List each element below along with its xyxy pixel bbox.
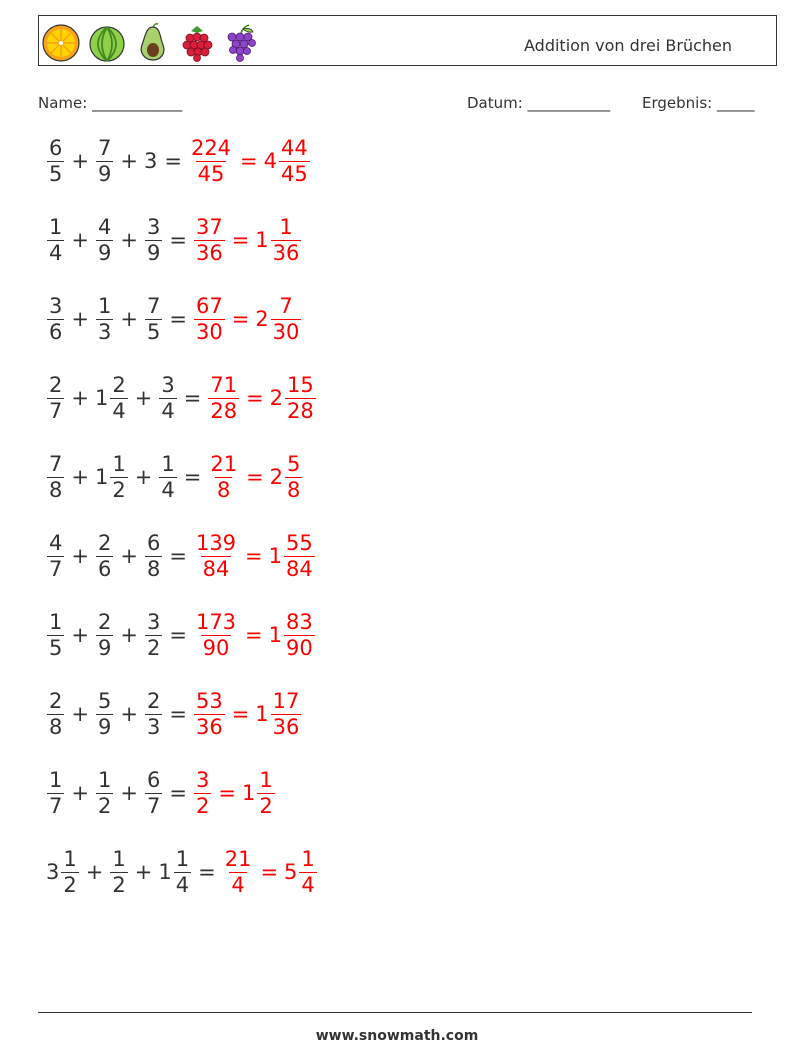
mixed-number [269, 531, 316, 580]
fraction [96, 294, 113, 343]
plus-sign: + [120, 623, 138, 647]
whole-number: 1 [241, 781, 256, 805]
problem-row [46, 287, 302, 351]
mixed-number [242, 768, 276, 817]
fraction [145, 294, 162, 343]
improper-fraction [194, 689, 225, 738]
addend [144, 149, 158, 173]
improper-fraction [189, 136, 233, 185]
answer [207, 452, 303, 501]
fraction [47, 689, 64, 738]
numerator: 1 [175, 847, 190, 872]
orange-icon [41, 23, 81, 63]
whole-number: 1 [255, 702, 269, 726]
denominator: 36 [272, 240, 300, 265]
fraction [47, 373, 64, 422]
denominator: 2 [195, 793, 210, 818]
denominator: 9 [146, 240, 161, 265]
denominator: 4 [301, 872, 315, 897]
problem-row [46, 840, 318, 904]
improper-fraction [194, 215, 225, 264]
addend [95, 689, 114, 738]
whole-number: 2 [269, 386, 284, 410]
improper-fraction [208, 452, 239, 501]
fraction [271, 294, 302, 343]
result-field: Ergebnis: _____ [642, 94, 755, 112]
addend [46, 294, 65, 343]
equals-sign: = [183, 465, 202, 489]
numerator: 53 [195, 689, 223, 714]
plus-sign: + [71, 465, 89, 489]
equals-sign: = [246, 465, 264, 489]
numerator: 21 [210, 452, 238, 477]
melon-icon [87, 23, 127, 63]
plus-sign: + [120, 781, 138, 805]
denominator: 30 [272, 319, 300, 344]
improper-fraction [194, 768, 211, 817]
improper-fraction [194, 294, 225, 343]
numerator: 3 [49, 294, 63, 319]
fraction [271, 215, 302, 264]
numerator: 4 [49, 531, 63, 556]
mixed-number [270, 373, 317, 422]
denominator: 8 [49, 714, 63, 739]
denominator: 2 [146, 635, 161, 660]
addend [95, 136, 114, 185]
fraction [284, 531, 315, 580]
numerator: 7 [97, 136, 112, 161]
denominator: 2 [112, 872, 126, 897]
numerator: 1 [49, 610, 63, 635]
footer-divider [38, 1012, 752, 1013]
plus-sign: + [71, 623, 89, 647]
numerator: 7 [49, 452, 63, 477]
whole-number: 1 [255, 228, 269, 252]
addend [95, 294, 114, 343]
fraction [47, 294, 64, 343]
equals-sign: = [260, 860, 279, 884]
answer [188, 136, 311, 185]
whole-number: 4 [263, 149, 278, 173]
denominator: 9 [97, 240, 112, 265]
addend [158, 452, 177, 501]
numerator: 21 [224, 847, 252, 872]
plus-sign: + [71, 149, 89, 173]
addend [46, 689, 65, 738]
improper-fraction [194, 531, 238, 580]
fraction [257, 768, 274, 817]
numerator: 1 [112, 847, 126, 872]
numerator: 1 [279, 215, 293, 240]
numerator: 2 [146, 689, 161, 714]
plus-sign: + [71, 781, 89, 805]
numerator: 1 [301, 847, 315, 872]
numerator: 83 [286, 610, 313, 635]
numerator: 55 [286, 531, 313, 556]
footer-url: www.snowmath.com [315, 1028, 479, 1044]
plus-sign: + [134, 860, 153, 884]
numerator: 2 [97, 610, 112, 635]
numerator: 3 [146, 215, 161, 240]
fraction [96, 689, 113, 738]
equals-sign: = [169, 307, 187, 331]
denominator: 36 [272, 714, 300, 739]
whole-number: 1 [94, 465, 109, 489]
fraction [271, 689, 302, 738]
denominator: 84 [286, 556, 313, 581]
denominator: 8 [217, 477, 231, 502]
fraction [299, 847, 316, 896]
equals-sign: = [183, 386, 202, 410]
answer [193, 531, 316, 580]
addend [109, 847, 128, 896]
denominator: 8 [146, 556, 161, 581]
fraction [110, 373, 127, 422]
fraction [47, 215, 64, 264]
addend [144, 215, 163, 264]
plus-sign: + [120, 702, 138, 726]
addend [95, 215, 114, 264]
plus-sign: + [120, 544, 138, 568]
denominator: 4 [161, 398, 175, 423]
numerator: 1 [49, 215, 63, 240]
denominator: 4 [49, 240, 63, 265]
numerator: 7 [279, 294, 293, 319]
numerator: 1 [112, 452, 126, 477]
numerator: 1 [97, 294, 112, 319]
denominator: 6 [49, 319, 63, 344]
denominator: 90 [286, 635, 313, 660]
addend [95, 531, 114, 580]
addend [144, 768, 163, 817]
numerator: 139 [195, 531, 237, 556]
numerator: 2 [49, 689, 63, 714]
fraction [145, 768, 162, 817]
addend [158, 373, 177, 422]
addend [158, 847, 192, 896]
denominator: 7 [146, 793, 161, 818]
addend [95, 610, 114, 659]
numerator: 1 [63, 847, 77, 872]
numerator: 7 [146, 294, 161, 319]
fraction [96, 136, 113, 185]
answer [193, 610, 316, 659]
denominator: 7 [49, 793, 63, 818]
whole-number: 1 [94, 386, 109, 410]
fraction [145, 610, 162, 659]
whole-number: 3 [46, 860, 60, 884]
fraction [145, 531, 162, 580]
denominator: 84 [202, 556, 230, 581]
addend [46, 136, 65, 185]
numerator: 3 [146, 610, 161, 635]
denominator: 28 [210, 398, 238, 423]
equals-sign: = [169, 623, 187, 647]
numerator: 2 [49, 373, 63, 398]
grapes-icon [221, 23, 261, 63]
fraction [96, 531, 113, 580]
mixed-number [264, 136, 311, 185]
whole-number: 2 [269, 465, 284, 489]
plus-sign: + [120, 149, 138, 173]
denominator: 45 [197, 161, 225, 186]
fraction [145, 215, 162, 264]
answer [222, 847, 318, 896]
whole-number: 3 [143, 149, 158, 173]
problem-row [46, 682, 302, 746]
mixed-number [270, 452, 304, 501]
fraction [145, 689, 162, 738]
numerator: 224 [190, 136, 232, 161]
plus-sign: + [120, 307, 138, 331]
fraction [285, 373, 316, 422]
numerator: 6 [146, 768, 161, 793]
fraction [279, 136, 310, 185]
numerator: 2 [112, 373, 126, 398]
fraction [47, 610, 64, 659]
numerator: 2 [97, 531, 112, 556]
denominator: 36 [195, 240, 223, 265]
equals-sign: = [231, 702, 250, 726]
denominator: 3 [146, 714, 161, 739]
whole-number: 1 [158, 860, 172, 884]
denominator: 9 [97, 714, 112, 739]
numerator: 3 [161, 373, 175, 398]
answer [207, 373, 316, 422]
fraction [47, 531, 64, 580]
equals-sign: = [246, 386, 264, 410]
improper-fraction [208, 373, 239, 422]
denominator: 9 [97, 635, 112, 660]
addend [46, 768, 65, 817]
equals-sign: = [198, 860, 216, 884]
numerator: 5 [287, 452, 301, 477]
numerator: 1 [97, 768, 112, 793]
fraction [285, 452, 302, 501]
mixed-number [284, 847, 318, 896]
equals-sign: = [218, 781, 236, 805]
fraction [159, 452, 176, 501]
answer [193, 768, 276, 817]
numerator: 6 [146, 531, 161, 556]
plus-sign: + [71, 228, 89, 252]
addend [46, 373, 65, 422]
numerator: 5 [97, 689, 112, 714]
denominator: 2 [259, 793, 273, 818]
denominator: 2 [63, 872, 77, 897]
fraction [284, 610, 315, 659]
addend [144, 531, 163, 580]
plus-sign: + [134, 465, 153, 489]
fraction [47, 452, 64, 501]
avocado-icon [133, 23, 173, 63]
denominator: 30 [195, 319, 223, 344]
denominator: 28 [287, 398, 314, 423]
mixed-number [255, 215, 302, 264]
denominator: 4 [161, 477, 175, 502]
equals-sign: = [231, 307, 250, 331]
plus-sign: + [71, 307, 89, 331]
answer [193, 215, 302, 264]
equals-sign: = [245, 544, 263, 568]
addend [46, 452, 65, 501]
problem-row [46, 761, 276, 825]
denominator: 8 [49, 477, 63, 502]
denominator: 7 [49, 398, 63, 423]
raspberry-icon [177, 23, 217, 63]
addend [144, 689, 163, 738]
numerator: 67 [195, 294, 223, 319]
denominator: 7 [49, 556, 63, 581]
equals-sign: = [164, 149, 182, 173]
numerator: 37 [195, 215, 223, 240]
numerator: 3 [195, 768, 210, 793]
numerator: 44 [281, 136, 308, 161]
name-field: Name: ____________ [38, 94, 183, 112]
addend [46, 215, 65, 264]
whole-number: 2 [255, 307, 269, 331]
fraction [47, 136, 64, 185]
improper-fraction [223, 847, 254, 896]
denominator: 90 [202, 635, 230, 660]
equals-sign: = [169, 228, 187, 252]
denominator: 2 [97, 793, 112, 818]
problem-row [46, 208, 302, 272]
denominator: 5 [49, 635, 63, 660]
equals-sign: = [169, 544, 187, 568]
plus-sign: + [71, 386, 89, 410]
addend [95, 373, 129, 422]
denominator: 9 [97, 161, 112, 186]
whole-number: 1 [268, 544, 283, 568]
fraction [96, 610, 113, 659]
numerator: 173 [195, 610, 237, 635]
equals-sign: = [231, 228, 250, 252]
problem-row [46, 445, 303, 509]
whole-number: 5 [284, 860, 298, 884]
addend [46, 847, 80, 896]
denominator: 36 [195, 714, 223, 739]
denominator: 8 [287, 477, 301, 502]
plus-sign: + [71, 702, 89, 726]
fraction [174, 847, 191, 896]
answer [193, 294, 302, 343]
denominator: 5 [146, 319, 161, 344]
fraction [96, 215, 113, 264]
fraction [47, 768, 64, 817]
addend [144, 610, 163, 659]
numerator: 15 [287, 373, 314, 398]
fraction [61, 847, 78, 896]
denominator: 4 [112, 398, 126, 423]
plus-sign: + [120, 228, 138, 252]
mixed-number [255, 294, 302, 343]
denominator: 3 [97, 319, 112, 344]
addend [95, 768, 114, 817]
addend [46, 531, 65, 580]
whole-number: 1 [268, 623, 283, 647]
header-box [38, 15, 777, 66]
plus-sign: + [71, 544, 89, 568]
addend [46, 610, 65, 659]
numerator: 1 [161, 452, 175, 477]
denominator: 45 [281, 161, 308, 186]
denominator: 4 [175, 872, 190, 897]
mixed-number [269, 610, 316, 659]
numerator: 1 [259, 768, 273, 793]
equals-sign: = [169, 781, 187, 805]
denominator: 4 [231, 872, 245, 897]
problem-row [46, 603, 316, 667]
numerator: 6 [49, 136, 63, 161]
denominator: 6 [97, 556, 112, 581]
addend [144, 294, 163, 343]
denominator: 2 [112, 477, 126, 502]
numerator: 4 [97, 215, 112, 240]
fraction [110, 452, 127, 501]
improper-fraction [194, 610, 238, 659]
equals-sign: = [240, 149, 258, 173]
fraction [96, 768, 113, 817]
problem-row [46, 524, 316, 588]
equals-sign: = [169, 702, 187, 726]
problem-row [46, 366, 317, 430]
plus-sign: + [85, 860, 104, 884]
problem-row [46, 129, 311, 193]
addend [95, 452, 129, 501]
fraction [110, 847, 127, 896]
denominator: 5 [49, 161, 63, 186]
numerator: 1 [49, 768, 63, 793]
numerator: 71 [210, 373, 238, 398]
equals-sign: = [245, 623, 263, 647]
answer [193, 689, 302, 738]
plus-sign: + [134, 386, 153, 410]
date-field: Datum: ___________ [467, 94, 611, 112]
worksheet-title: Addition von drei Brüchen [524, 36, 733, 55]
fraction [159, 373, 176, 422]
numerator: 17 [272, 689, 300, 714]
mixed-number [255, 689, 302, 738]
